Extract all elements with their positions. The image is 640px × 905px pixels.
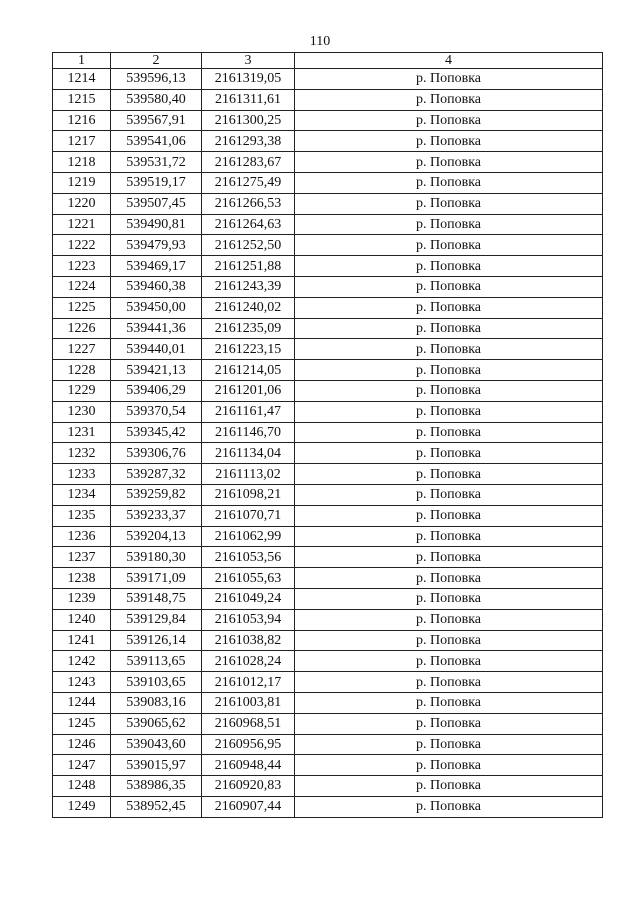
x-coordinate-cell: 539580,40 [111, 89, 202, 110]
description-cell: р. Поповка [295, 609, 603, 630]
y-coordinate-cell: 2161275,49 [202, 172, 295, 193]
point-number-cell: 1222 [53, 235, 111, 256]
table-row [53, 235, 603, 256]
table-row [53, 526, 603, 547]
point-number-cell: 1230 [53, 401, 111, 422]
x-coordinate-cell: 539541,06 [111, 131, 202, 152]
table-row [53, 547, 603, 568]
table-row [53, 214, 603, 235]
x-coordinate-cell: 538986,35 [111, 776, 202, 797]
description-cell: р. Поповка [295, 110, 603, 131]
table-row [53, 297, 603, 318]
column-header-x: 2 [111, 53, 202, 69]
x-coordinate-cell: 539596,13 [111, 69, 202, 90]
table-row [53, 776, 603, 797]
x-coordinate-cell: 539421,13 [111, 360, 202, 381]
description-cell: р. Поповка [295, 214, 603, 235]
x-coordinate-cell: 539180,30 [111, 547, 202, 568]
x-coordinate-cell: 539043,60 [111, 734, 202, 755]
table-row [53, 401, 603, 422]
y-coordinate-cell: 2160907,44 [202, 796, 295, 817]
table-row [53, 276, 603, 297]
point-number-cell: 1237 [53, 547, 111, 568]
table-header-row [53, 53, 603, 69]
description-cell: р. Поповка [295, 339, 603, 360]
table-row [53, 172, 603, 193]
y-coordinate-cell: 2161300,25 [202, 110, 295, 131]
y-coordinate-cell: 2161038,82 [202, 630, 295, 651]
y-coordinate-cell: 2161243,39 [202, 276, 295, 297]
description-cell: р. Поповка [295, 193, 603, 214]
point-number-cell: 1243 [53, 672, 111, 693]
point-number-cell: 1235 [53, 505, 111, 526]
description-cell: р. Поповка [295, 713, 603, 734]
point-number-cell: 1242 [53, 651, 111, 672]
y-coordinate-cell: 2160920,83 [202, 776, 295, 797]
column-header-description: 4 [295, 53, 603, 69]
description-cell: р. Поповка [295, 131, 603, 152]
description-cell: р. Поповка [295, 796, 603, 817]
table-row [53, 339, 603, 360]
table-row [53, 505, 603, 526]
x-coordinate-cell: 539306,76 [111, 443, 202, 464]
table-row [53, 464, 603, 485]
x-coordinate-cell: 539083,16 [111, 692, 202, 713]
point-number-cell: 1232 [53, 443, 111, 464]
coordinates-table [52, 52, 603, 818]
table-row [53, 89, 603, 110]
y-coordinate-cell: 2161223,15 [202, 339, 295, 360]
y-coordinate-cell: 2161319,05 [202, 69, 295, 90]
table-row [53, 568, 603, 589]
column-header-point: 1 [53, 53, 111, 69]
y-coordinate-cell: 2161012,17 [202, 672, 295, 693]
description-cell: р. Поповка [295, 651, 603, 672]
y-coordinate-cell: 2161146,70 [202, 422, 295, 443]
x-coordinate-cell: 539259,82 [111, 484, 202, 505]
point-number-cell: 1249 [53, 796, 111, 817]
point-number-cell: 1215 [53, 89, 111, 110]
page-number: 110 [309, 34, 331, 49]
y-coordinate-cell: 2161062,99 [202, 526, 295, 547]
point-number-cell: 1226 [53, 318, 111, 339]
description-cell: р. Поповка [295, 89, 603, 110]
y-coordinate-cell: 2161252,50 [202, 235, 295, 256]
y-coordinate-cell: 2161134,04 [202, 443, 295, 464]
x-coordinate-cell: 539113,65 [111, 651, 202, 672]
x-coordinate-cell: 539450,00 [111, 297, 202, 318]
description-cell: р. Поповка [295, 692, 603, 713]
x-coordinate-cell: 539490,81 [111, 214, 202, 235]
description-cell: р. Поповка [295, 443, 603, 464]
y-coordinate-cell: 2160956,95 [202, 734, 295, 755]
point-number-cell: 1245 [53, 713, 111, 734]
y-coordinate-cell: 2161098,21 [202, 484, 295, 505]
y-coordinate-cell: 2161053,94 [202, 609, 295, 630]
table-row [53, 755, 603, 776]
description-cell: р. Поповка [295, 588, 603, 609]
point-number-cell: 1236 [53, 526, 111, 547]
x-coordinate-cell: 539171,09 [111, 568, 202, 589]
x-coordinate-cell: 539103,65 [111, 672, 202, 693]
x-coordinate-cell: 539441,36 [111, 318, 202, 339]
point-number-cell: 1221 [53, 214, 111, 235]
point-number-cell: 1228 [53, 360, 111, 381]
table-row [53, 443, 603, 464]
table-row [53, 110, 603, 131]
table-row [53, 672, 603, 693]
table-row [53, 630, 603, 651]
point-number-cell: 1239 [53, 588, 111, 609]
y-coordinate-cell: 2161055,63 [202, 568, 295, 589]
column-header-y: 3 [202, 53, 295, 69]
point-number-cell: 1229 [53, 380, 111, 401]
x-coordinate-cell: 539460,38 [111, 276, 202, 297]
x-coordinate-cell: 539370,54 [111, 401, 202, 422]
x-coordinate-cell: 539015,97 [111, 755, 202, 776]
description-cell: р. Поповка [295, 69, 603, 90]
y-coordinate-cell: 2161161,47 [202, 401, 295, 422]
table-row [53, 152, 603, 173]
description-cell: р. Поповка [295, 297, 603, 318]
description-cell: р. Поповка [295, 360, 603, 381]
description-cell: р. Поповка [295, 505, 603, 526]
table-row [53, 422, 603, 443]
description-cell: р. Поповка [295, 276, 603, 297]
y-coordinate-cell: 2161283,67 [202, 152, 295, 173]
point-number-cell: 1247 [53, 755, 111, 776]
table-row [53, 734, 603, 755]
x-coordinate-cell: 539469,17 [111, 256, 202, 277]
x-coordinate-cell: 539440,01 [111, 339, 202, 360]
point-number-cell: 1231 [53, 422, 111, 443]
table-row [53, 713, 603, 734]
description-cell: р. Поповка [295, 422, 603, 443]
x-coordinate-cell: 539507,45 [111, 193, 202, 214]
table-row [53, 193, 603, 214]
table-row [53, 360, 603, 381]
table-body [53, 69, 603, 818]
y-coordinate-cell: 2161293,38 [202, 131, 295, 152]
point-number-cell: 1227 [53, 339, 111, 360]
x-coordinate-cell: 539148,75 [111, 588, 202, 609]
x-coordinate-cell: 539126,14 [111, 630, 202, 651]
point-number-cell: 1234 [53, 484, 111, 505]
table-row [53, 256, 603, 277]
table-row [53, 484, 603, 505]
description-cell: р. Поповка [295, 734, 603, 755]
description-cell: р. Поповка [295, 672, 603, 693]
y-coordinate-cell: 2161264,63 [202, 214, 295, 235]
description-cell: р. Поповка [295, 547, 603, 568]
table-row [53, 609, 603, 630]
point-number-cell: 1217 [53, 131, 111, 152]
description-cell: р. Поповка [295, 172, 603, 193]
x-coordinate-cell: 539129,84 [111, 609, 202, 630]
y-coordinate-cell: 2161235,09 [202, 318, 295, 339]
table-row [53, 588, 603, 609]
x-coordinate-cell: 539287,32 [111, 464, 202, 485]
point-number-cell: 1241 [53, 630, 111, 651]
description-cell: р. Поповка [295, 755, 603, 776]
point-number-cell: 1246 [53, 734, 111, 755]
description-cell: р. Поповка [295, 235, 603, 256]
table-row [53, 692, 603, 713]
y-coordinate-cell: 2161240,02 [202, 297, 295, 318]
x-coordinate-cell: 539567,91 [111, 110, 202, 131]
point-number-cell: 1224 [53, 276, 111, 297]
description-cell: р. Поповка [295, 256, 603, 277]
y-coordinate-cell: 2161311,61 [202, 89, 295, 110]
y-coordinate-cell: 2161251,88 [202, 256, 295, 277]
description-cell: р. Поповка [295, 318, 603, 339]
y-coordinate-cell: 2160948,44 [202, 755, 295, 776]
point-number-cell: 1240 [53, 609, 111, 630]
y-coordinate-cell: 2161201,06 [202, 380, 295, 401]
description-cell: р. Поповка [295, 568, 603, 589]
x-coordinate-cell: 539065,62 [111, 713, 202, 734]
point-number-cell: 1218 [53, 152, 111, 173]
y-coordinate-cell: 2161049,24 [202, 588, 295, 609]
table-row [53, 796, 603, 817]
table-row [53, 651, 603, 672]
point-number-cell: 1244 [53, 692, 111, 713]
point-number-cell: 1220 [53, 193, 111, 214]
x-coordinate-cell: 539204,13 [111, 526, 202, 547]
point-number-cell: 1248 [53, 776, 111, 797]
point-number-cell: 1214 [53, 69, 111, 90]
table-row [53, 318, 603, 339]
y-coordinate-cell: 2161028,24 [202, 651, 295, 672]
point-number-cell: 1219 [53, 172, 111, 193]
description-cell: р. Поповка [295, 630, 603, 651]
x-coordinate-cell: 539531,72 [111, 152, 202, 173]
table-row [53, 380, 603, 401]
description-cell: р. Поповка [295, 152, 603, 173]
description-cell: р. Поповка [295, 380, 603, 401]
point-number-cell: 1238 [53, 568, 111, 589]
description-cell: р. Поповка [295, 526, 603, 547]
description-cell: р. Поповка [295, 484, 603, 505]
y-coordinate-cell: 2160968,51 [202, 713, 295, 734]
x-coordinate-cell: 539479,93 [111, 235, 202, 256]
description-cell: р. Поповка [295, 464, 603, 485]
x-coordinate-cell: 539519,17 [111, 172, 202, 193]
point-number-cell: 1216 [53, 110, 111, 131]
table-row [53, 131, 603, 152]
point-number-cell: 1233 [53, 464, 111, 485]
y-coordinate-cell: 2161070,71 [202, 505, 295, 526]
x-coordinate-cell: 539233,37 [111, 505, 202, 526]
x-coordinate-cell: 539345,42 [111, 422, 202, 443]
y-coordinate-cell: 2161003,81 [202, 692, 295, 713]
table-row [53, 69, 603, 90]
description-cell: р. Поповка [295, 401, 603, 422]
y-coordinate-cell: 2161053,56 [202, 547, 295, 568]
y-coordinate-cell: 2161266,53 [202, 193, 295, 214]
point-number-cell: 1225 [53, 297, 111, 318]
y-coordinate-cell: 2161214,05 [202, 360, 295, 381]
y-coordinate-cell: 2161113,02 [202, 464, 295, 485]
x-coordinate-cell: 538952,45 [111, 796, 202, 817]
x-coordinate-cell: 539406,29 [111, 380, 202, 401]
point-number-cell: 1223 [53, 256, 111, 277]
description-cell: р. Поповка [295, 776, 603, 797]
